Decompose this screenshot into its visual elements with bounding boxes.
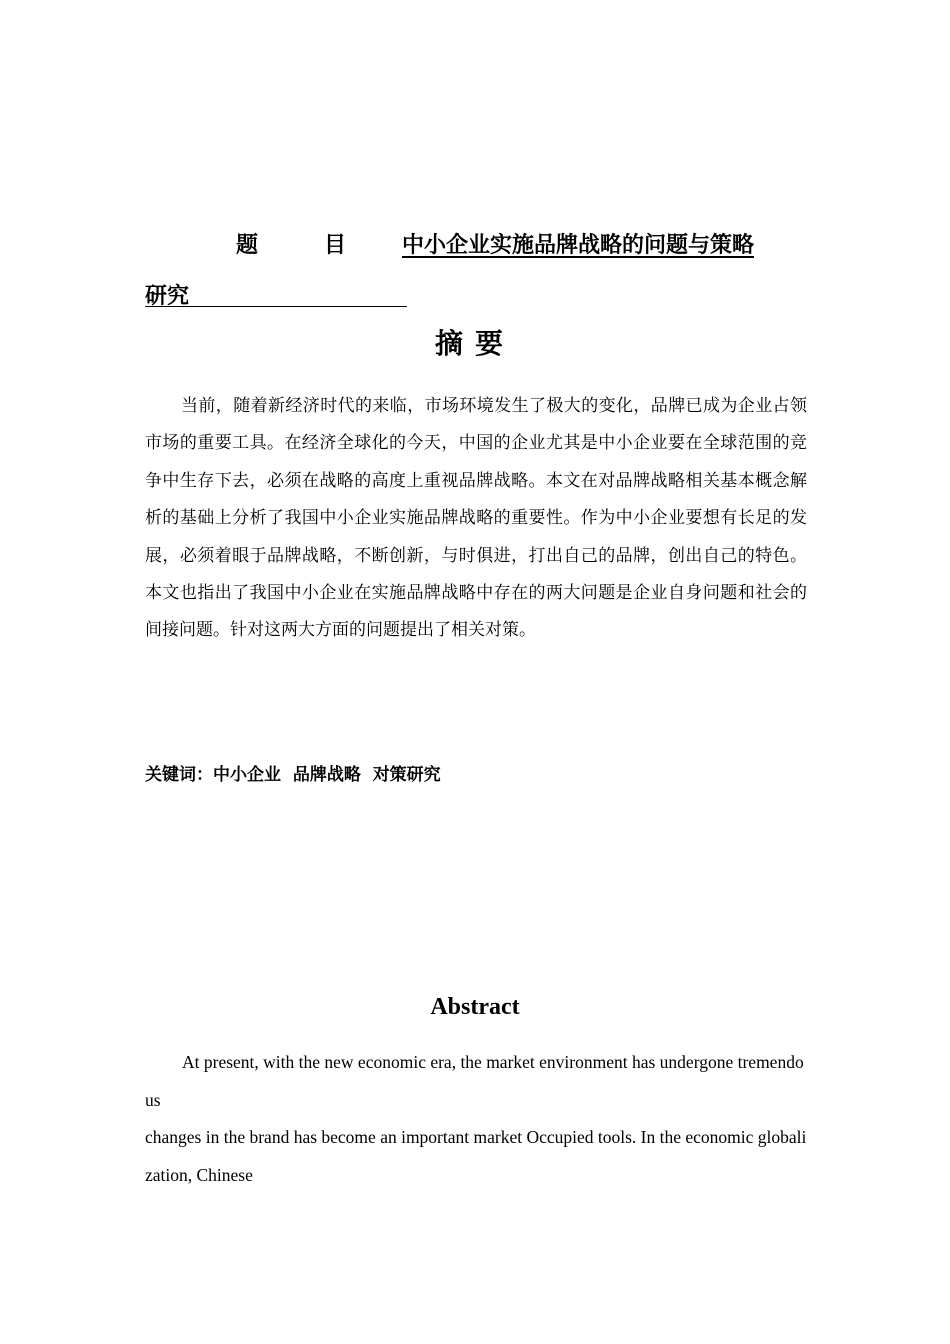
keywords-line [145,762,441,788]
abstract-cn-body: 当前，随着新经济时代的来临，市场环境发生了极大的变化，品牌已成为企业占领市场的重要工具。在经济全球化的今天，中国的企业尤其是中小企业要在全球范围的竞争中生存下去，必须在战略的高度上重视品牌战略。本文在对品牌战略相关基本概念解析的基础上分析了我国中小企业实施品牌战略的重要性。作为中小企业要想有长足的发展，必须着眼于品牌战略，不断创新，与时俱进，打出自己的品牌，创出自己的特色。本文也指出了我国中小企业在实施品牌战略中存在的两大问题是企业自身问题和社会的间接问题。针对这两大方面的问题提出了相关对策。 [145,396,807,641]
keyword-item: 对策研究 [372,765,441,785]
keyword-item: 品牌战略 [292,765,361,785]
title-label-char-1: 题 [236,232,259,258]
abstract-en-heading: Abstract [430,994,520,1020]
abstract-en-paragraph: changes in the brand has become an important market Occupied tools. In the economic globalization, Chinese [145,1127,807,1185]
abstract-en-paragraph: At present, with the new economic era, the market environment has undergone tremendous [145,1052,804,1110]
keywords-label: 关键词： [145,765,213,785]
abstract-cn-heading: 摘要 [434,327,515,360]
keyword-item: 中小企业 [213,765,281,785]
thesis-title-text-1: 中小企业实施品牌战略的问题与策略 [402,232,755,258]
thesis-title-text-2: 研究 [145,283,190,309]
thesis-title [364,228,806,262]
title-label-char-2: 目 [324,232,347,258]
abstract-en-body [145,1044,807,1194]
title-label [236,228,346,262]
thesis-title-line [236,228,806,262]
thesis-title-continuation [145,280,407,307]
